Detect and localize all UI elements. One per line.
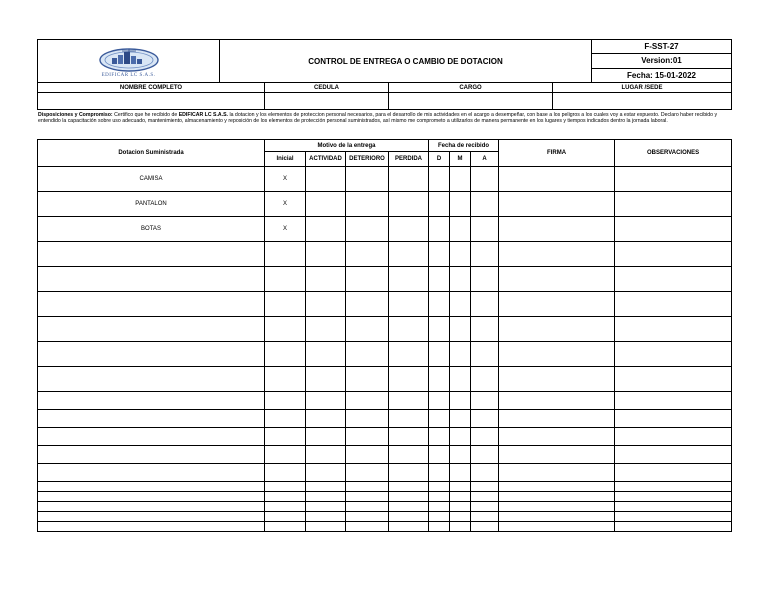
cell[interactable] bbox=[429, 512, 450, 522]
company-logo bbox=[38, 40, 220, 83]
cell[interactable] bbox=[306, 446, 346, 464]
cell[interactable] bbox=[389, 512, 429, 522]
sub-month: M bbox=[450, 152, 471, 167]
table-row bbox=[38, 217, 732, 242]
cell[interactable] bbox=[499, 464, 615, 482]
cell[interactable] bbox=[471, 522, 499, 532]
cell[interactable] bbox=[38, 342, 265, 367]
table-row bbox=[38, 410, 732, 428]
table-row bbox=[38, 167, 732, 192]
position-field[interactable] bbox=[389, 93, 553, 110]
cell[interactable] bbox=[306, 512, 346, 522]
item-name: CAMISA bbox=[38, 167, 265, 192]
observations-cell[interactable] bbox=[615, 167, 732, 192]
cell[interactable] bbox=[499, 342, 615, 367]
table-row bbox=[38, 512, 732, 522]
cell[interactable] bbox=[450, 167, 471, 192]
cell[interactable] bbox=[471, 192, 499, 217]
cell[interactable] bbox=[265, 446, 306, 464]
name-field[interactable] bbox=[38, 93, 265, 110]
table-row bbox=[38, 242, 732, 267]
cell[interactable] bbox=[346, 367, 389, 392]
cell[interactable] bbox=[265, 502, 306, 512]
cell[interactable] bbox=[265, 367, 306, 392]
cell[interactable] bbox=[471, 502, 499, 512]
cell[interactable] bbox=[429, 502, 450, 512]
cell[interactable] bbox=[38, 267, 265, 292]
cell[interactable] bbox=[389, 446, 429, 464]
col-signature-header: FIRMA bbox=[499, 140, 615, 167]
cell[interactable] bbox=[471, 292, 499, 317]
cell[interactable] bbox=[265, 317, 306, 342]
item-name: BOTAS bbox=[38, 217, 265, 242]
table-row bbox=[38, 428, 732, 446]
cell[interactable] bbox=[346, 192, 389, 217]
cell[interactable] bbox=[346, 492, 389, 502]
cell[interactable] bbox=[389, 317, 429, 342]
cell[interactable] bbox=[499, 317, 615, 342]
cell[interactable] bbox=[450, 392, 471, 410]
cell[interactable] bbox=[499, 522, 615, 532]
cell[interactable] bbox=[389, 482, 429, 492]
cell[interactable] bbox=[389, 342, 429, 367]
cell[interactable] bbox=[615, 512, 732, 522]
cell[interactable] bbox=[265, 410, 306, 428]
cell[interactable] bbox=[429, 410, 450, 428]
cell[interactable] bbox=[429, 267, 450, 292]
cell[interactable] bbox=[306, 502, 346, 512]
table-row bbox=[38, 267, 732, 292]
cell[interactable] bbox=[499, 410, 615, 428]
person-fields-table bbox=[37, 82, 732, 110]
cell[interactable] bbox=[265, 482, 306, 492]
cell[interactable] bbox=[306, 464, 346, 482]
cell[interactable] bbox=[615, 317, 732, 342]
company-logo-icon bbox=[98, 47, 160, 73]
table-row bbox=[38, 342, 732, 367]
document-title: CONTROL DE ENTREGA O CAMBIO DE DOTACION bbox=[220, 40, 592, 83]
cell[interactable] bbox=[471, 367, 499, 392]
cell[interactable] bbox=[346, 522, 389, 532]
disclaimer-company: EDIFICAR LC S.A.S. bbox=[178, 112, 229, 118]
cell[interactable] bbox=[389, 267, 429, 292]
cell[interactable] bbox=[471, 512, 499, 522]
cell[interactable] bbox=[615, 464, 732, 482]
table-row bbox=[38, 367, 732, 392]
sub-loss: PERDIDA bbox=[389, 152, 429, 167]
table-row bbox=[38, 522, 732, 532]
col-observations-header: OBSERVACIONES bbox=[615, 140, 732, 167]
item-initial[interactable]: X bbox=[265, 217, 306, 242]
cell[interactable] bbox=[471, 410, 499, 428]
cell[interactable] bbox=[429, 446, 450, 464]
cell[interactable] bbox=[38, 428, 265, 446]
cell[interactable] bbox=[429, 217, 450, 242]
cell[interactable] bbox=[499, 392, 615, 410]
cell[interactable] bbox=[346, 464, 389, 482]
cell[interactable] bbox=[471, 342, 499, 367]
cell[interactable] bbox=[38, 512, 265, 522]
cell[interactable] bbox=[450, 192, 471, 217]
signature-cell[interactable] bbox=[499, 192, 615, 217]
cell[interactable] bbox=[615, 410, 732, 428]
cell[interactable] bbox=[450, 446, 471, 464]
cell[interactable] bbox=[499, 492, 615, 502]
name-label: NOMBRE COMPLETO bbox=[38, 83, 265, 93]
dotation-table bbox=[37, 139, 732, 242]
disclaimer-lead: Disposiciones y Compromiso: bbox=[38, 112, 113, 118]
cell[interactable] bbox=[450, 410, 471, 428]
cell[interactable] bbox=[38, 446, 265, 464]
cell[interactable] bbox=[265, 464, 306, 482]
cell[interactable] bbox=[499, 428, 615, 446]
cell[interactable] bbox=[346, 482, 389, 492]
cell[interactable] bbox=[429, 192, 450, 217]
col-received-date-header: Fecha de recibido bbox=[429, 140, 499, 152]
cell[interactable] bbox=[615, 446, 732, 464]
cell[interactable] bbox=[265, 267, 306, 292]
cell[interactable] bbox=[306, 317, 346, 342]
cell[interactable] bbox=[471, 392, 499, 410]
cell[interactable] bbox=[346, 267, 389, 292]
cell[interactable] bbox=[389, 367, 429, 392]
cell[interactable] bbox=[615, 267, 732, 292]
id-label: CEDULA bbox=[265, 83, 389, 93]
cell[interactable] bbox=[346, 317, 389, 342]
cell[interactable] bbox=[38, 464, 265, 482]
cell[interactable] bbox=[429, 367, 450, 392]
item-initial[interactable]: X bbox=[265, 167, 306, 192]
table-row bbox=[38, 292, 732, 317]
cell[interactable] bbox=[306, 482, 346, 492]
cell[interactable] bbox=[346, 242, 389, 267]
cell[interactable] bbox=[615, 482, 732, 492]
cell[interactable] bbox=[450, 464, 471, 482]
cell[interactable] bbox=[471, 482, 499, 492]
cell[interactable] bbox=[346, 512, 389, 522]
cell[interactable] bbox=[429, 317, 450, 342]
cell[interactable] bbox=[429, 492, 450, 502]
cell[interactable] bbox=[429, 342, 450, 367]
cell[interactable] bbox=[429, 428, 450, 446]
cell[interactable] bbox=[429, 482, 450, 492]
sub-damage: DETERIORO bbox=[346, 152, 389, 167]
cell[interactable] bbox=[499, 267, 615, 292]
cell[interactable] bbox=[615, 367, 732, 392]
cell[interactable] bbox=[306, 367, 346, 392]
cell[interactable] bbox=[38, 317, 265, 342]
cell[interactable] bbox=[306, 217, 346, 242]
cell[interactable] bbox=[450, 512, 471, 522]
cell[interactable] bbox=[38, 367, 265, 392]
cell[interactable] bbox=[450, 342, 471, 367]
cell[interactable] bbox=[499, 242, 615, 267]
cell[interactable] bbox=[499, 512, 615, 522]
cell[interactable] bbox=[615, 292, 732, 317]
header-table bbox=[37, 39, 732, 83]
cell[interactable] bbox=[429, 464, 450, 482]
cell[interactable] bbox=[306, 522, 346, 532]
cell[interactable] bbox=[306, 242, 346, 267]
disclaimer-text-1: Certifico que he recibido de bbox=[112, 112, 179, 118]
cell[interactable] bbox=[499, 446, 615, 464]
cell[interactable] bbox=[306, 267, 346, 292]
cell[interactable] bbox=[306, 192, 346, 217]
cell[interactable] bbox=[450, 522, 471, 532]
cell[interactable] bbox=[450, 367, 471, 392]
cell[interactable] bbox=[306, 492, 346, 502]
cell[interactable] bbox=[389, 522, 429, 532]
signature-cell[interactable] bbox=[499, 167, 615, 192]
cell[interactable] bbox=[389, 492, 429, 502]
id-field[interactable] bbox=[265, 93, 389, 110]
cell[interactable] bbox=[471, 428, 499, 446]
cell[interactable] bbox=[38, 522, 265, 532]
cell[interactable] bbox=[450, 492, 471, 502]
cell[interactable] bbox=[389, 428, 429, 446]
cell[interactable] bbox=[346, 428, 389, 446]
disclaimer-text-2: la dotacion y los elementos de proteccion personal necesarios, para el desarrollo de mis actividades en el acargo a desempeñar, con base a los peligros a los cuales voy a estar expuesto. Declaro haber recibido y entendido la capacitación sobre uso adecuado, mantenimiento, almacenamiento y reposición de los elementos de protección personal suministrados, así mismo me comprometo a utilizarlos de manera permanente en los lugares y tiempos indicados dentro la jornada laboral. bbox=[38, 112, 718, 124]
cell[interactable] bbox=[471, 492, 499, 502]
cell[interactable] bbox=[450, 482, 471, 492]
cell[interactable] bbox=[265, 512, 306, 522]
cell[interactable] bbox=[389, 502, 429, 512]
position-label: CARGO bbox=[389, 83, 553, 93]
cell[interactable] bbox=[389, 217, 429, 242]
table-row bbox=[38, 502, 732, 512]
cell[interactable] bbox=[265, 242, 306, 267]
cell[interactable] bbox=[306, 167, 346, 192]
cell[interactable] bbox=[389, 292, 429, 317]
signature-cell[interactable] bbox=[499, 217, 615, 242]
cell[interactable] bbox=[265, 292, 306, 317]
cell[interactable] bbox=[389, 392, 429, 410]
cell[interactable] bbox=[346, 446, 389, 464]
cell[interactable] bbox=[38, 292, 265, 317]
cell[interactable] bbox=[265, 522, 306, 532]
observations-cell[interactable] bbox=[615, 217, 732, 242]
cell[interactable] bbox=[471, 167, 499, 192]
cell[interactable] bbox=[38, 492, 265, 502]
cell[interactable] bbox=[615, 392, 732, 410]
disclaimer-text bbox=[37, 111, 731, 139]
cell[interactable] bbox=[265, 342, 306, 367]
cell[interactable] bbox=[306, 392, 346, 410]
cell[interactable] bbox=[499, 502, 615, 512]
cell[interactable] bbox=[389, 410, 429, 428]
cell[interactable] bbox=[615, 428, 732, 446]
cell[interactable] bbox=[615, 492, 732, 502]
cell[interactable] bbox=[389, 242, 429, 267]
cell[interactable] bbox=[615, 502, 732, 512]
cell[interactable] bbox=[306, 342, 346, 367]
cell[interactable] bbox=[265, 492, 306, 502]
cell[interactable] bbox=[346, 217, 389, 242]
cell[interactable] bbox=[450, 317, 471, 342]
form-sheet bbox=[37, 39, 731, 532]
cell[interactable] bbox=[450, 242, 471, 267]
sub-year: A bbox=[471, 152, 499, 167]
cell[interactable] bbox=[429, 292, 450, 317]
cell[interactable] bbox=[471, 317, 499, 342]
cell[interactable] bbox=[615, 242, 732, 267]
cell[interactable] bbox=[471, 446, 499, 464]
cell[interactable] bbox=[38, 482, 265, 492]
cell[interactable] bbox=[471, 267, 499, 292]
table-row bbox=[38, 192, 732, 217]
cell[interactable] bbox=[346, 502, 389, 512]
empty-rows-table bbox=[37, 241, 732, 532]
cell[interactable] bbox=[615, 522, 732, 532]
cell[interactable] bbox=[429, 522, 450, 532]
cell[interactable] bbox=[499, 482, 615, 492]
location-label: LUGAR /SEDE bbox=[553, 83, 732, 93]
cell[interactable] bbox=[499, 367, 615, 392]
cell[interactable] bbox=[306, 428, 346, 446]
document-version: Version:01 bbox=[592, 54, 732, 68]
col-reason-header: Motivo de la entrega bbox=[265, 140, 429, 152]
cell[interactable] bbox=[38, 242, 265, 267]
cell[interactable] bbox=[429, 242, 450, 267]
cell[interactable] bbox=[346, 167, 389, 192]
sub-day: D bbox=[429, 152, 450, 167]
cell[interactable] bbox=[615, 342, 732, 367]
company-logo-text: EDIFICAR LC S.A.S. bbox=[101, 72, 156, 78]
cell[interactable] bbox=[450, 217, 471, 242]
item-name: PANTALON bbox=[38, 192, 265, 217]
cell[interactable] bbox=[38, 392, 265, 410]
document-date: Fecha: 15-01-2022 bbox=[592, 68, 732, 82]
cell[interactable] bbox=[306, 410, 346, 428]
cell[interactable] bbox=[265, 392, 306, 410]
table-row bbox=[38, 482, 732, 492]
cell[interactable] bbox=[450, 267, 471, 292]
cell[interactable] bbox=[471, 464, 499, 482]
location-field[interactable] bbox=[553, 93, 732, 110]
cell[interactable] bbox=[389, 192, 429, 217]
document-code: F-SST-27 bbox=[592, 40, 732, 54]
col-supplied-header: Dotacion Suministrada bbox=[38, 140, 265, 167]
cell[interactable] bbox=[265, 428, 306, 446]
sub-activity: ACTIVIDAD bbox=[306, 152, 346, 167]
cell[interactable] bbox=[346, 292, 389, 317]
observations-cell[interactable] bbox=[615, 192, 732, 217]
cell[interactable] bbox=[389, 464, 429, 482]
cell[interactable] bbox=[471, 242, 499, 267]
cell[interactable] bbox=[306, 292, 346, 317]
cell[interactable] bbox=[499, 292, 615, 317]
cell[interactable] bbox=[38, 410, 265, 428]
cell[interactable] bbox=[450, 292, 471, 317]
table-row bbox=[38, 446, 732, 464]
cell[interactable] bbox=[346, 342, 389, 367]
cell[interactable] bbox=[346, 392, 389, 410]
cell[interactable] bbox=[429, 392, 450, 410]
sub-initial: Inicial bbox=[265, 152, 306, 167]
cell[interactable] bbox=[450, 428, 471, 446]
item-initial[interactable]: X bbox=[265, 192, 306, 217]
cell[interactable] bbox=[38, 502, 265, 512]
cell[interactable] bbox=[471, 217, 499, 242]
table-row bbox=[38, 392, 732, 410]
table-row bbox=[38, 464, 732, 482]
table-row bbox=[38, 317, 732, 342]
cell[interactable] bbox=[346, 410, 389, 428]
cell[interactable] bbox=[429, 167, 450, 192]
table-row bbox=[38, 492, 732, 502]
cell[interactable] bbox=[389, 167, 429, 192]
cell[interactable] bbox=[450, 502, 471, 512]
